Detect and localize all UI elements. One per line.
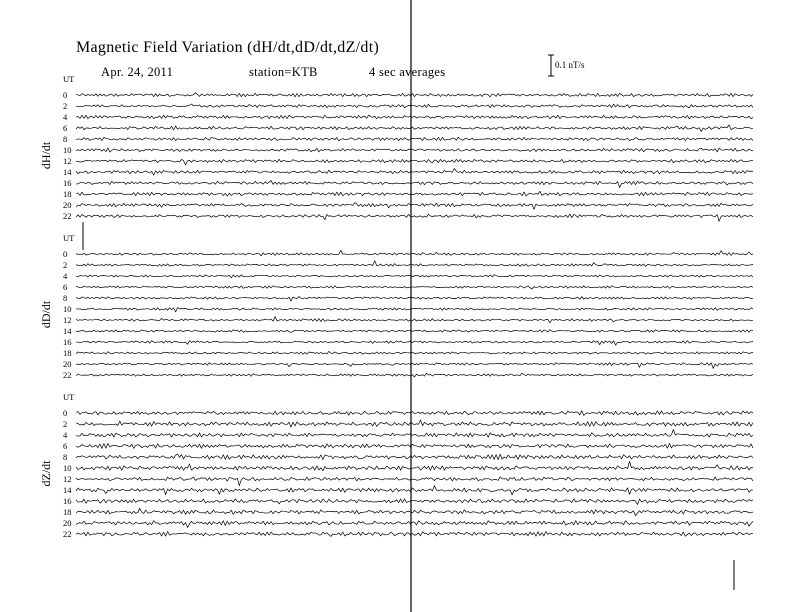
- panel-ylabel: dD/dt: [39, 300, 53, 329]
- row-tick-label: 16: [63, 178, 72, 188]
- row-tick-label: 10: [63, 463, 72, 473]
- trace-line: [76, 477, 753, 486]
- panel-ylabel: dH/dt: [39, 141, 53, 170]
- row-tick-label: 4: [63, 430, 68, 440]
- trace-line: [76, 454, 753, 460]
- row-tick-label: 14: [63, 167, 72, 177]
- panel-dhdt: [39, 74, 753, 221]
- row-tick-label: 14: [63, 485, 72, 495]
- trace-line: [76, 104, 753, 108]
- trace-line: [76, 317, 753, 323]
- trace-line: [76, 125, 753, 132]
- row-axis-label: UT: [63, 74, 75, 84]
- row-tick-label: 18: [63, 348, 72, 358]
- trace-line: [76, 214, 753, 221]
- trace-line: [76, 461, 753, 470]
- row-tick-label: 0: [63, 408, 68, 418]
- trace-line: [76, 296, 753, 300]
- row-tick-label: 12: [63, 474, 72, 484]
- row-tick-label: 18: [63, 507, 72, 517]
- row-tick-label: 16: [63, 337, 72, 347]
- trace-line: [76, 351, 753, 354]
- row-tick-label: 2: [63, 419, 68, 429]
- row-tick-label: 22: [63, 211, 72, 221]
- trace-line: [76, 308, 753, 312]
- trace-line: [76, 330, 753, 333]
- row-tick-label: 20: [63, 359, 72, 369]
- trace-line: [76, 521, 753, 528]
- row-tick-label: 20: [63, 518, 72, 528]
- row-tick-label: 22: [63, 529, 72, 539]
- trace-line: [76, 148, 753, 152]
- row-tick-label: 12: [63, 315, 72, 325]
- panel-ylabel: dZ/dt: [39, 460, 53, 487]
- row-tick-label: 4: [63, 271, 68, 281]
- row-tick-label: 14: [63, 326, 72, 336]
- station-label: station=KTB: [249, 65, 318, 79]
- trace-line: [76, 508, 753, 515]
- row-tick-label: 0: [63, 90, 68, 100]
- row-tick-label: 16: [63, 496, 72, 506]
- trace-line: [76, 499, 753, 505]
- row-tick-label: 6: [63, 282, 68, 292]
- trace-line: [76, 181, 753, 188]
- trace-line: [76, 169, 753, 176]
- trace-line: [76, 411, 753, 416]
- averaging-label: 4 sec averages: [369, 65, 446, 79]
- row-tick-label: 4: [63, 112, 68, 122]
- trace-line: [76, 250, 753, 255]
- trace-line: [76, 261, 753, 267]
- trace-line: [76, 191, 753, 196]
- trace-line: [76, 486, 753, 495]
- panel-dzdt: [39, 392, 753, 539]
- row-tick-label: 10: [63, 145, 72, 155]
- trace-line: [76, 443, 753, 448]
- row-tick-label: 8: [63, 134, 68, 144]
- trace-line: [76, 93, 753, 97]
- scale-bar: [548, 55, 554, 76]
- row-axis-label: UT: [63, 233, 75, 243]
- row-tick-label: 12: [63, 156, 72, 166]
- row-axis-label: UT: [63, 392, 75, 402]
- trace-line: [76, 373, 753, 377]
- panel-dddt: [39, 233, 753, 380]
- trace-line: [76, 430, 753, 438]
- trace-line: [76, 532, 753, 537]
- chart-title: Magnetic Field Variation (dH/dt,dD/dt,dZ/dt): [76, 39, 380, 56]
- trace-line: [76, 341, 753, 346]
- trace-line: [76, 159, 753, 165]
- row-tick-label: 6: [63, 123, 68, 133]
- row-tick-label: 22: [63, 370, 72, 380]
- trace-line: [76, 363, 753, 369]
- row-tick-label: 20: [63, 200, 72, 210]
- trace-line: [76, 286, 753, 289]
- trace-line: [76, 203, 753, 210]
- trace-line: [76, 420, 753, 427]
- row-tick-label: 18: [63, 189, 72, 199]
- row-tick-label: 0: [63, 249, 68, 259]
- row-tick-label: 2: [63, 260, 68, 270]
- row-tick-label: 10: [63, 304, 72, 314]
- row-tick-label: 6: [63, 441, 68, 451]
- row-tick-label: 2: [63, 101, 68, 111]
- trace-line: [76, 115, 753, 119]
- date-label: Apr. 24, 2011: [101, 65, 174, 79]
- trace-line: [76, 275, 753, 278]
- row-tick-label: 8: [63, 452, 68, 462]
- trace-line: [76, 137, 753, 141]
- scale-bar-label: 0.1 nT/s: [555, 60, 585, 70]
- row-tick-label: 8: [63, 293, 68, 303]
